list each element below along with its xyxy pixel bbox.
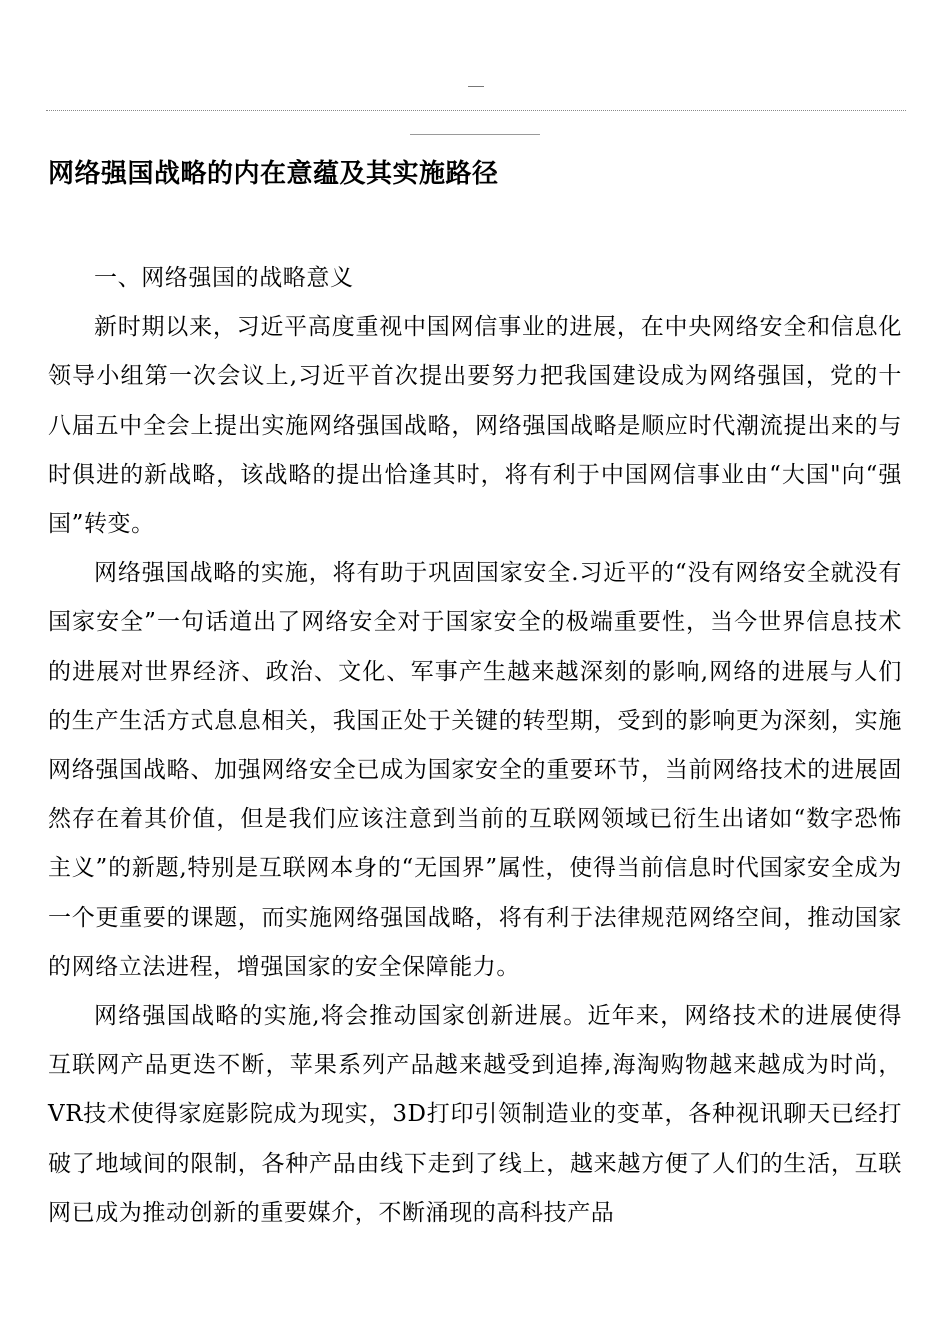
paragraph-1: 新时期以来，习近平高度重视中国网信事业的进展，在中央网络安全和信息化领导小组第一次会议上,习近平首次提出要努力把我国建设成为网络强国，党的十八届五中全会上提出实施网络强国战略，网络强国战略是顺应时代潮流提出来的与时俱进的新战略，该战略的提出恰逢其时，将有利于中国网信事业由“大国"向“强国”转变。 xyxy=(48,314,902,538)
header-mark xyxy=(468,86,484,87)
document-title: 网络强国战略的内在意蕴及其实施路径 xyxy=(48,159,499,189)
section-heading: 一、网络强国的战略意义 xyxy=(94,265,354,291)
paragraph-2: 网络强国战略的实施，将有助于巩固国家安全.习近平的“没有网络安全就没有国家安全”一句话道出了网络安全对于国家安全的极端重要性，当今世界信息技术的进展对世界经济、政治、文化、军事产生越来越深刻的影响,网络的进展与人们的生产生活方式息息相关，我国正处于关键的转型期，受到的影响更为深刻，实施网络强国战略、加强网络安全已成为国家安全的重要环节，当前网络技术的进展固然存在着其价值，但是我们应该注意到当前的互联网领域已衍生出诸如“数字恐怖主义”的新题,特别是互联网本身的“无国界”属性，使得当前信息时代国家安全成为一个更重要的课题，而实施网络强国战略，将有利于法律规范网络空间，推动国家的网络立法进程，增强国家的安全保障能力。 xyxy=(48,560,902,980)
header-subdivider xyxy=(410,134,540,135)
document-body xyxy=(48,254,902,1238)
header-divider xyxy=(46,110,906,111)
paragraph-3: 网络强国战略的实施,将会推动国家创新进展。近年来，网络技术的进展使得互联网产品更迭不断，苹果系列产品越来越受到追捧,海淘购物越来越成为时尚，VR技术使得家庭影院成为现实，3D打印引领制造业的变革，各种视讯聊天已经打破了地域间的限制，各种产品由线下走到了线上，越来越方便了人们的生活，互联网已成为推动创新的重要媒介，不断涌现的高科技产品 xyxy=(48,1003,902,1226)
